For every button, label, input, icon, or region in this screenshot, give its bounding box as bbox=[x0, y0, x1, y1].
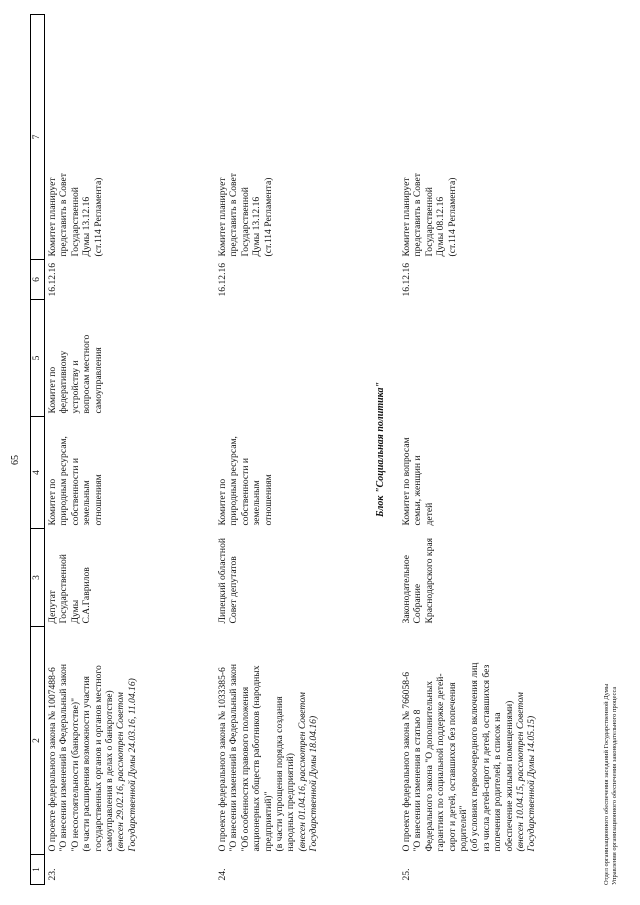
text-line: Государственной Думы 14.05.15) bbox=[526, 715, 538, 852]
initiator bbox=[45, 529, 216, 627]
text-line: семьи, женщин и bbox=[412, 455, 424, 526]
text-line: Законодательное bbox=[401, 554, 412, 624]
column-header: 5 bbox=[31, 300, 45, 417]
text-line: Государственной Думы 24.03.16, 11.04.16) bbox=[126, 678, 138, 852]
text-line: собственности и bbox=[69, 457, 81, 526]
note bbox=[399, 15, 603, 260]
text-line: предприятий)" bbox=[262, 791, 274, 852]
page-number: 65 bbox=[10, 455, 21, 465]
text-line: Комитет по вопросам bbox=[401, 437, 412, 526]
text-line: попечения родителей, в список на bbox=[492, 712, 504, 852]
text-line: С.А.Гаврилов bbox=[81, 567, 93, 624]
text-line: представить в Совет bbox=[58, 173, 70, 257]
responsible-committee bbox=[45, 417, 216, 529]
text-line: "О внесении изменений в Федеральный закон bbox=[228, 664, 240, 852]
footer-line: Управления организационного обеспечения законодательного процесса bbox=[611, 686, 618, 885]
column-header: 2 bbox=[31, 627, 45, 855]
text-line: отношениям bbox=[92, 474, 104, 526]
text-line: самоуправления в делах о банкротстве) bbox=[104, 690, 116, 852]
text-line: (в части расширения возможности участия bbox=[81, 676, 93, 852]
responsible-committee bbox=[399, 417, 603, 529]
row-number: 23. bbox=[47, 868, 58, 881]
text-line: "О внесении изменений в Федеральный закон bbox=[58, 664, 70, 852]
bill-description bbox=[45, 627, 216, 855]
text-line: Комитет по bbox=[47, 366, 58, 414]
row-number: 24. bbox=[217, 868, 228, 881]
text-line: Государственной Думы 18.04.16) bbox=[308, 715, 320, 852]
bill-description bbox=[399, 627, 603, 855]
text-line: Государственной bbox=[58, 554, 70, 624]
text-line: О проекте федерального закона № 766058-6 bbox=[401, 671, 412, 852]
text-line: земельным bbox=[81, 480, 93, 526]
text-line: "Об особенностях правового положения bbox=[239, 686, 251, 852]
text-line: Комитет планирует bbox=[401, 177, 412, 257]
text-line: Депутат bbox=[47, 590, 58, 624]
text-line: обеспечение жилыми помещениями) bbox=[503, 700, 515, 852]
text-line: самоуправления bbox=[92, 347, 104, 414]
text-line: народных предприятий) bbox=[285, 753, 297, 852]
text-line: (об условиях первоочередного включения лиц bbox=[469, 662, 481, 852]
column-header: 6 bbox=[31, 260, 45, 300]
text-line: природным ресурсам, bbox=[58, 436, 70, 526]
text-line: Государственной bbox=[69, 187, 81, 257]
header-row bbox=[31, 15, 45, 885]
text-line: "О внесении изменения в статью 8 bbox=[412, 709, 424, 852]
date: 16.12.16 bbox=[401, 262, 412, 297]
date: 16.12.16 bbox=[217, 262, 228, 297]
text-line: Думы 13.12.16 bbox=[251, 196, 263, 257]
column-header: 7 bbox=[31, 15, 45, 260]
responsible-committee bbox=[215, 417, 369, 529]
co-committee bbox=[399, 300, 603, 417]
note bbox=[215, 15, 369, 260]
text-line: Краснодарского края bbox=[423, 537, 435, 624]
table-row bbox=[215, 15, 369, 885]
text-line: федеративному bbox=[58, 350, 70, 414]
text-line: О проекте федерального закона № 1007488-6 bbox=[47, 667, 58, 852]
column-header: 4 bbox=[31, 417, 45, 529]
text-line: (в части упрощения порядка создания bbox=[274, 696, 286, 852]
bills-table bbox=[30, 14, 603, 885]
text-line: государственных органов и органов местного bbox=[92, 665, 104, 852]
date: 16.12.16 bbox=[47, 262, 58, 297]
text-line: представить в Совет bbox=[228, 173, 240, 257]
initiator bbox=[399, 529, 603, 627]
note bbox=[45, 15, 216, 260]
text-line: (ст.114 Регламента) bbox=[262, 177, 274, 257]
text-line: Государственной bbox=[239, 187, 251, 257]
text-line: Думы 08.12.16 bbox=[435, 196, 447, 257]
text-line: Думы 13.12.16 bbox=[81, 196, 93, 257]
column-header: 3 bbox=[31, 529, 45, 627]
block-row bbox=[369, 15, 399, 885]
text-line: Комитет по bbox=[47, 478, 58, 526]
text-line: природным ресурсам, bbox=[228, 436, 240, 526]
text-line: Липецкий областной bbox=[217, 538, 228, 624]
initiator bbox=[215, 529, 369, 627]
text-line: Собрание bbox=[412, 583, 424, 624]
text-line: (внесен 01.04.16, рассмотрен Советом bbox=[296, 692, 308, 852]
text-line: О проекте федерального закона № 1033385-6 bbox=[217, 667, 228, 852]
text-line: "О несостоятельности (банкротстве)" bbox=[69, 698, 81, 852]
text-line: Государственной bbox=[423, 187, 435, 257]
footer-line: Отдел организационного обеспечения заседаний Государственной Думы bbox=[603, 683, 610, 885]
text-line: (ст.114 Регламента) bbox=[92, 177, 104, 257]
row-number: 25. bbox=[401, 868, 412, 881]
text-line: Комитет планирует bbox=[217, 177, 228, 257]
column-header: 1 bbox=[31, 855, 45, 885]
text-line: (внесен 29.02.16, рассмотрен Советом bbox=[115, 692, 127, 852]
text-line: сирот и детей, оставшихся без попечения bbox=[446, 682, 458, 852]
text-line: родителей" bbox=[458, 805, 470, 852]
footer bbox=[603, 684, 619, 885]
text-line: акционерных обществ работников (народных bbox=[251, 665, 263, 852]
text-line: отношениям bbox=[262, 474, 274, 526]
table-row bbox=[45, 15, 216, 885]
text-line: земельным bbox=[251, 480, 263, 526]
block-title: Блок "Социальная политика" bbox=[375, 381, 386, 518]
text-line: (ст.114 Регламента) bbox=[446, 177, 458, 257]
co-committee bbox=[215, 300, 369, 417]
text-line: устройству и bbox=[69, 360, 81, 414]
text-line: Совет депутатов bbox=[228, 556, 240, 624]
bill-description bbox=[215, 627, 369, 855]
text-line: Думы bbox=[69, 599, 81, 624]
text-line: Федерального закона "О дополнительных bbox=[423, 680, 435, 852]
co-committee bbox=[45, 300, 216, 417]
text-line: Комитет планирует bbox=[47, 177, 58, 257]
text-line: из числа детей-сирот и детей, оставшихся без bbox=[480, 664, 492, 852]
text-line: вопросам местного bbox=[81, 334, 93, 414]
text-line: представить в Совет bbox=[412, 173, 424, 257]
text-line: Комитет по bbox=[217, 478, 228, 526]
text-line: собственности и bbox=[239, 457, 251, 526]
text-line: (внесен 10.04.15, рассмотрен Советом bbox=[515, 692, 527, 852]
table-row bbox=[399, 15, 603, 885]
text-line: гарантиях по социальной поддержке детей- bbox=[435, 673, 447, 852]
text-line: детей bbox=[423, 502, 435, 526]
